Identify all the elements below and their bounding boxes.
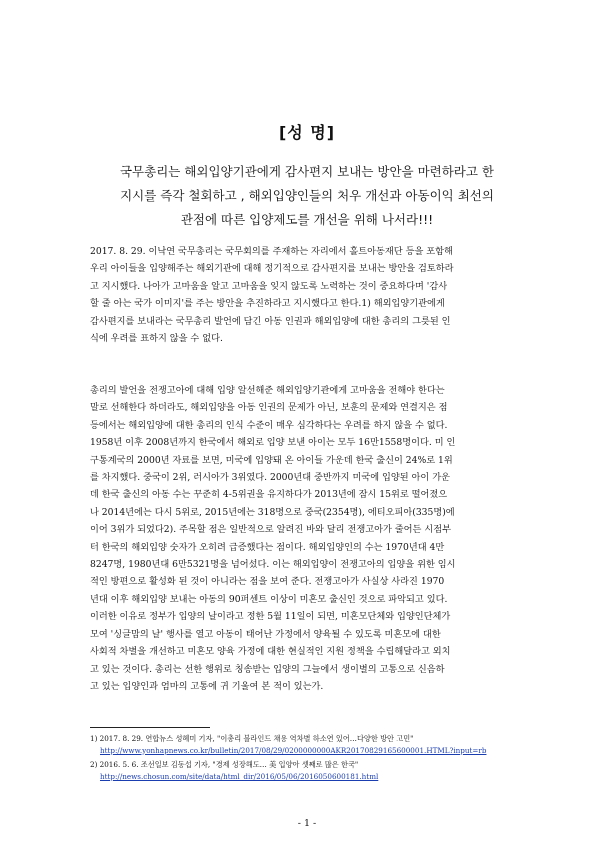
paragraph-line: 구통계국의 2000년 자료를 보면, 미국에 입양돼 온 아이들 가운데 한국 출신이 24%로 1위 — [90, 454, 453, 466]
paragraph-line: 이러한 이유로 정부가 입양의 날이라고 정한 5월 11일이 되면, 미혼모단체와 입양인단체가 — [90, 611, 451, 623]
headline-line: 지시를 즉각 철회하고 , 해외입양인들의 처우 개선과 아동이익 최선의 — [120, 188, 494, 203]
paragraph-line: 2017. 8. 29. 이낙연 국무총리는 국무회의를 주재하는 자리에서 홀트아동재단 등을 포함해 — [90, 246, 453, 257]
paragraph-line: 를 차지했다. 중국이 2위, 러시아가 3위였다. 2000년대 중반까지 미국에 입양된 아이 가운 — [90, 472, 450, 484]
paragraph-line: 말로 선해한다 하더라도, 해외입양을 아동 인권의 문제가 아닌, 보훈의 문제와 연결지은 점 — [90, 402, 448, 414]
paragraph-line: 우리 아이들을 입양해주는 해외기관에 대해 정기적으로 감사편지를 보내는 방안을 검토하라 — [90, 263, 454, 275]
footnote-link[interactable]: http://news.chosun.com/site/data/html_dir/2016/05/06/2016050600181.html — [100, 771, 379, 781]
paragraph-line: 8247명, 1980년대 6만5321명을 넘어섰다. 이는 해외입양이 전쟁고아의 입양을 위한 임시 — [90, 559, 456, 571]
paragraph-line: 고 있는 것이다. 총리는 선한 행위로 칭송받는 입양의 그늘에서 생이별의 고통으로 신음하 — [90, 663, 445, 675]
footnote-text: 2) 2016. 5. 6. 조선일보 김동섭 기자, "경제 성장해도… 美 입양아 셋째로 많은 한국" — [90, 760, 359, 769]
paragraph-line: 이어 3위가 되었다2). 주목할 점은 일반적으로 알려진 바와 달리 전쟁고아가 줄어든 시점부 — [90, 524, 451, 536]
page-number: - 1 - — [297, 818, 317, 829]
footnote-1 — [90, 733, 526, 756]
paragraph-2 — [90, 382, 526, 695]
paragraph-line: 고 지시했다. 나아가 고마움을 알고 고마움을 잊지 않도록 노력하는 것이 중요하다며 '감사 — [90, 280, 448, 292]
paragraph-line: 나 2014년에는 다시 5위로, 2015년에는 318명으로 중국(2354명), 에티오피아(335명)에 — [90, 506, 455, 518]
footnote-2 — [90, 759, 526, 782]
paragraph-line: 감사편지를 보내라는 국무총리 발언에 담긴 아동 인권과 해외입양에 대한 총리의 그릇된 인 — [90, 315, 451, 327]
paragraph-line: 등에서는 해외입양에 대한 총리의 인식 수준이 매우 심각하다는 우려를 하지 않을 수 없다. — [90, 419, 448, 431]
paragraph-line: 년대 이후 해외입양 보내는 아동의 90퍼센트 이상이 미혼모 출신인 것으로 파악되고 있다. — [90, 593, 448, 605]
footnotes — [90, 727, 526, 785]
paragraph-line: 적인 방편으로 활성화 된 것이 아니라는 점을 보여 준다. 전쟁고아가 사실상 사라진 1970 — [90, 576, 445, 588]
paragraph-line: 데 한국 출신의 아동 수는 꾸준히 4-5위권을 유지하다가 2013년에 잠시 15위로 떨어졌으 — [90, 489, 448, 501]
paragraph-line: 고 있는 입양인과 엄마의 고통에 귀 기울여 본 적이 있는가. — [90, 680, 324, 692]
headline-line: 국무총리는 해외입양기관에게 감사편지 보내는 방안을 마련하라고 한 — [119, 164, 495, 179]
paragraph-line: 모여 '싱글맘의 날' 행사를 열고 아동이 태어난 가정에서 양육될 수 있도록 미혼모에 대한 — [90, 628, 441, 640]
paragraph-line: 1958년 이후 2008년까지 한국에서 해외로 입양 보낸 아이는 모두 16만1558명이다. 미 인 — [90, 437, 456, 449]
footnote-link[interactable]: http://www.yonhapnews.co.kr/bulletin/2017/08/29/0200000000AKR20170829165600001.HTML?input=rb — [100, 745, 487, 755]
paragraph-line: 사회적 차별을 개선하고 미혼모 양육 가정에 대한 현실적인 지원 정책을 수립해달라고 외치 — [90, 646, 451, 658]
paragraph-1 — [90, 243, 526, 347]
paragraph-line: 총리의 발언을 전쟁고아에 대해 입양 알선해준 해외입양기관에게 고마움을 전해야 한다는 — [90, 385, 445, 396]
paragraph-line: 식에 우려를 표하지 않을 수 없다. — [90, 333, 223, 345]
headline — [60, 160, 554, 232]
footnote-divider — [90, 727, 210, 728]
headline-line: 관점에 따른 입양제도를 개선을 위해 나서라!!! — [180, 212, 434, 227]
statement-header: [성 명] — [278, 123, 336, 142]
paragraph-line: 터 한국의 해외입양 숫자가 오히려 급증했다는 점이다. 해외입양인의 수는 1970년대 4만 — [90, 541, 445, 553]
footnote-text: 1) 2017. 8. 29. 연합뉴스 성혜미 기자, "이총리 블라인드 채용 역차별 하소연 있어…다양한 방안 고민" — [90, 734, 414, 743]
paragraph-line: 할 줄 아는 국가 이미지'를 주는 방안을 추진하라고 지시했다고 한다.1) 해외입양기관에게 — [90, 298, 445, 310]
